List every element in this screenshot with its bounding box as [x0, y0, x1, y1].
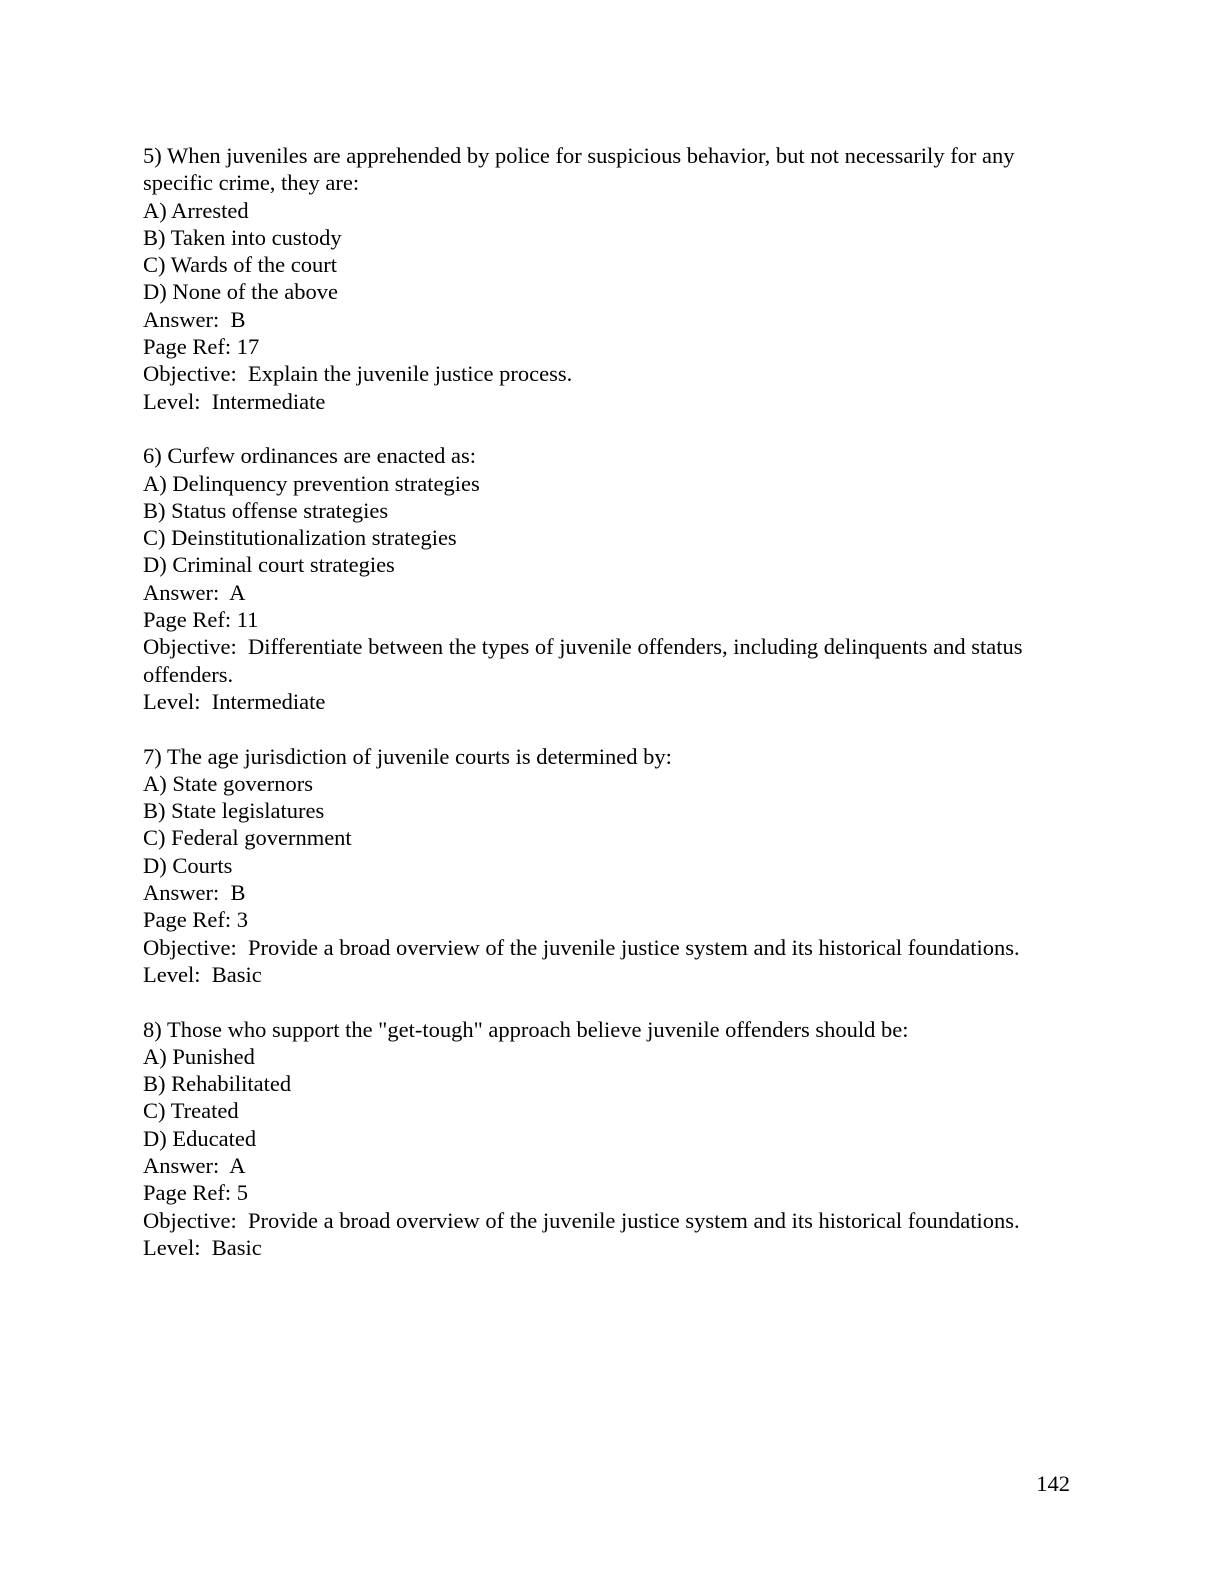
answer-option: D) Criminal court strategies — [143, 552, 395, 578]
page-number: 142 — [1036, 1471, 1070, 1496]
objective: Objective: Provide a broad overview of the juvenile justice system and its historical foundations. — [143, 934, 1020, 960]
answer-option: C) Federal government — [143, 825, 352, 851]
question-list — [143, 142, 1083, 1288]
answer-option: A) Arrested — [143, 197, 249, 223]
answer-key: Answer: B — [143, 306, 246, 332]
question-stem: 6) Curfew ordinances are enacted as: — [143, 443, 476, 469]
answer-option: C) Treated — [143, 1098, 239, 1124]
answer-option: C) Deinstitutionalization strategies — [143, 525, 457, 551]
difficulty-level: Level: Intermediate — [143, 388, 326, 414]
answer-option: D) Educated — [143, 1125, 257, 1151]
question-block — [143, 743, 1083, 989]
objective: Objective: Explain the juvenile justice process. — [143, 361, 573, 387]
page-ref: Page Ref: 17 — [143, 334, 260, 360]
page-ref: Page Ref: 3 — [143, 907, 248, 933]
question-block — [143, 142, 1083, 415]
question-stem: 7) The age jurisdiction of juvenile courts is determined by: — [143, 743, 672, 769]
answer-option: D) None of the above — [143, 279, 338, 305]
answer-option: A) State governors — [143, 770, 313, 796]
answer-option: B) Taken into custody — [143, 224, 342, 250]
page-ref: Page Ref: 5 — [143, 1180, 248, 1206]
difficulty-level: Level: Intermediate — [143, 688, 326, 714]
answer-option: C) Wards of the court — [143, 252, 337, 278]
objective: Objective: Provide a broad overview of the juvenile justice system and its historical foundations. — [143, 1207, 1020, 1233]
answer-key: Answer: A — [143, 1152, 246, 1178]
answer-option: B) State legislatures — [143, 798, 325, 824]
question-block — [143, 442, 1083, 715]
difficulty-level: Level: Basic — [143, 961, 262, 987]
answer-option: A) Punished — [143, 1043, 255, 1069]
answer-key: Answer: A — [143, 579, 246, 605]
answer-option: B) Status offense strategies — [143, 497, 389, 523]
page-ref: Page Ref: 11 — [143, 607, 259, 633]
question-stem: 8) Those who support the "get-tough" approach believe juvenile offenders should be: — [143, 1016, 909, 1042]
objective: Objective: Differentiate between the types of juvenile offenders, including delinquents and status offenders. — [143, 634, 1029, 687]
answer-option: B) Rehabilitated — [143, 1071, 292, 1097]
answer-key: Answer: B — [143, 880, 246, 906]
question-block — [143, 1016, 1083, 1262]
difficulty-level: Level: Basic — [143, 1234, 262, 1260]
answer-option: A) Delinquency prevention strategies — [143, 470, 480, 496]
answer-option: D) Courts — [143, 852, 233, 878]
question-stem: 5) When juveniles are apprehended by police for suspicious behavior, but not necessarily for any specific crime, they are: — [143, 143, 1021, 196]
